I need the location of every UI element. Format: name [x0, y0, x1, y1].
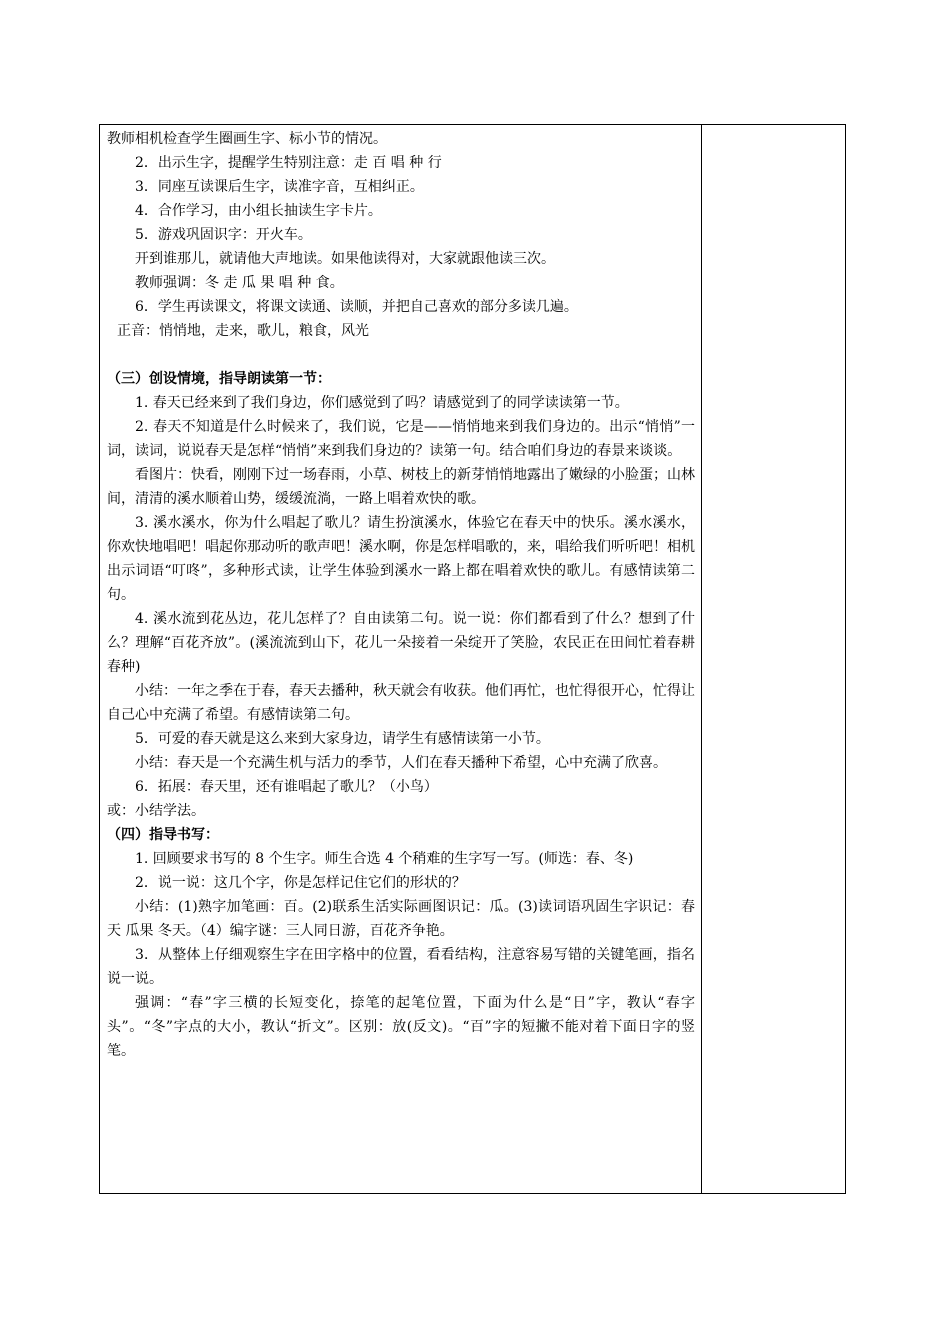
paragraph: 小结：春天是一个充满生机与活力的季节，人们在春天播种下希望，心中充满了欣喜。 — [135, 755, 667, 771]
paragraph: 看图片：快看，刚刚下过一场春雨，小草、树枝上的新芽悄悄地露出了嫩绿的小脸蛋；山林间，清清的溪水顺着山势，缓缓流淌，一路上唱着欢快的歌。 — [107, 467, 695, 507]
paragraph: 5．游戏巩固识字：开火车。 — [135, 227, 312, 243]
paragraph: 2．说一说：这几个字，你是怎样记住它们的形状的？ — [135, 875, 466, 891]
paragraph: 教师强调：冬 走 瓜 果 唱 种 食。 — [135, 275, 344, 291]
paragraph: 2. 春天不知道是什么时候来了，我们说，它是——悄悄地来到我们身边的。出示“悄悄”一词，读词，说说春天是怎样“悄悄”来到我们身边的？读第一句。结合咱们身边的春景来谈谈。 — [107, 419, 695, 459]
column-divider — [701, 125, 702, 1193]
paragraph: 3．从整体上仔细观察生字在田字格中的位置，看看结构，注意容易写错的关键笔画，指名说一说。 — [107, 947, 695, 987]
paragraph: 2．出示生字，提醒学生特别注意：走 百 唱 种 行 — [135, 155, 442, 171]
paragraph: 5．可爱的春天就是这么来到大家身边，请学生有感情读第一小节。 — [135, 731, 550, 747]
paragraph: 教师相机检查学生圈画生字、标小节的情况。 — [107, 131, 387, 147]
section-heading: （三）创设情境，指导朗读第一节： — [107, 371, 331, 387]
paragraph: 1. 回顾要求书写的 8 个生字。师生合选 4 个稍难的生字写一写。(师选：春、冬) — [135, 851, 634, 867]
paragraph: 强调：“春”字三横的长短变化，捺笔的起笔位置，下面为什么是“日”字，教认“春字头”。“冬”字点的大小，教认“折文”。区别：放(反文)。“百”字的短撇不能对着下面日字的竖笔。 — [107, 995, 695, 1059]
paragraph: 小结：一年之季在于春，春天去播种，秋天就会有收获。他们再忙，也忙得很开心，忙得让自己心中充满了希望。有感情读第二句。 — [107, 683, 695, 723]
lesson-content-cell — [107, 127, 695, 1063]
lesson-table — [99, 124, 846, 1194]
paragraph: 4．合作学习，由小组长抽读生字卡片。 — [135, 203, 382, 219]
paragraph: 正音：悄悄地，走来，歌儿，粮食，风光 — [117, 323, 369, 339]
section-heading: （四）指导书写： — [107, 827, 219, 843]
paragraph: 6．学生再读课文，将课文读通、读顺，并把自己喜欢的部分多读几遍。 — [135, 299, 578, 315]
paragraph: 4. 溪水流到花丛边，花儿怎样了？自由读第二句。说一说：你们都看到了什么？想到了什么？理解“百花齐放”。(溪流流到山下，花儿一朵接着一朵绽开了笑脸，农民正在田间忙着春耕春种) — [107, 611, 695, 675]
paragraph: 1. 春天已经来到了我们身边，你们感觉到了吗？请感觉到了的同学读读第一节。 — [135, 395, 629, 411]
paragraph: 小结：(1)熟字加笔画：百。(2)联系生活实际画图识记：瓜。(3)读词语巩固生字识记：春天 瓜果 冬天。（4）编字谜：三人同日游，百花齐争艳。 — [107, 899, 695, 939]
paragraph: 6．拓展：春天里，还有谁唱起了歌儿？（小鸟） — [135, 779, 438, 795]
paragraph: 3．同座互读课后生字，读准字音，互相纠正。 — [135, 179, 424, 195]
paragraph: 开到谁那儿，就请他大声地读。如果他读得对，大家就跟他读三次。 — [135, 251, 555, 267]
paragraph: 3. 溪水溪水，你为什么唱起了歌儿？请生扮演溪水，体验它在春天中的快乐。溪水溪水，你欢快地唱吧！唱起你那动听的歌声吧！溪水啊，你是怎样唱歌的，来，唱给我们听听吧！相机出示词语“叮咚”，多种形式读，让学生体验到溪水一路上都在唱着欢快的歌儿。有感情读第二句。 — [107, 515, 695, 603]
blank-line — [107, 343, 695, 367]
paragraph: 或：小结学法。 — [107, 803, 205, 819]
